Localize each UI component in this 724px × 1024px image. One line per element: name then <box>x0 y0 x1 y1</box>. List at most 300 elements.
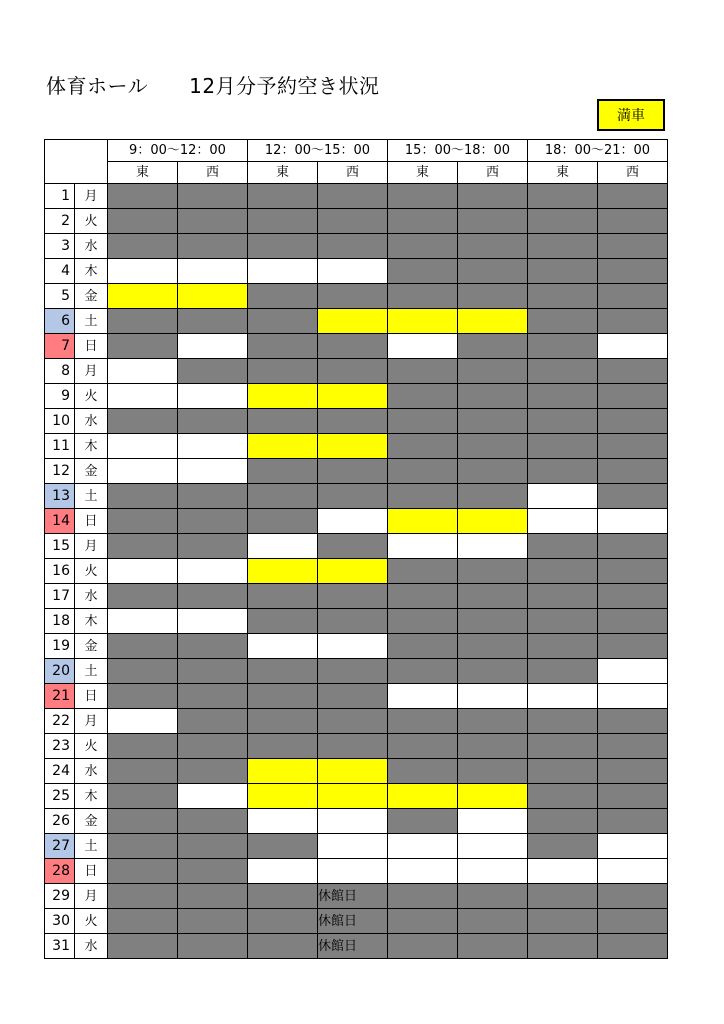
day-row <box>45 709 668 734</box>
day-number: 14 <box>45 509 75 534</box>
weekday-label: 木 <box>75 434 108 459</box>
day-row <box>45 284 668 309</box>
slot-cell <box>248 359 318 384</box>
slot-cell <box>108 634 178 659</box>
day-number: 2 <box>45 209 75 234</box>
slot-cell <box>458 909 528 934</box>
slot-cell <box>108 609 178 634</box>
slot-cell <box>458 509 528 534</box>
slot-cell <box>458 609 528 634</box>
day-number: 10 <box>45 409 75 434</box>
slot-cell <box>318 359 388 384</box>
slot-cell <box>528 934 598 959</box>
slot-cell <box>388 184 458 209</box>
closed-day-note: 休館日 <box>318 884 388 909</box>
slot-cell <box>178 209 248 234</box>
direction-east-header: 東 <box>528 162 598 184</box>
slot-cell <box>458 784 528 809</box>
slot-cell <box>388 709 458 734</box>
slot-cell <box>248 234 318 259</box>
day-number: 26 <box>45 809 75 834</box>
slot-cell <box>178 534 248 559</box>
slot-cell <box>458 559 528 584</box>
slot-cell <box>598 259 668 284</box>
slot-cell <box>458 359 528 384</box>
day-row <box>45 759 668 784</box>
slot-cell <box>318 459 388 484</box>
slot-cell <box>178 434 248 459</box>
slot-cell <box>458 659 528 684</box>
slot-cell <box>248 859 318 884</box>
slot-cell <box>388 734 458 759</box>
slot-cell <box>388 209 458 234</box>
slot-cell <box>178 259 248 284</box>
weekday-label: 月 <box>75 184 108 209</box>
slot-cell <box>108 484 178 509</box>
slot-cell <box>318 409 388 434</box>
weekday-label: 月 <box>75 709 108 734</box>
weekday-label: 火 <box>75 909 108 934</box>
day-row <box>45 534 668 559</box>
slot-cell <box>598 559 668 584</box>
weekday-label: 金 <box>75 809 108 834</box>
weekday-label: 木 <box>75 259 108 284</box>
weekday-label: 火 <box>75 384 108 409</box>
slot-cell <box>108 659 178 684</box>
slot-cell <box>388 934 458 959</box>
slot-cell <box>178 409 248 434</box>
slot-cell <box>388 284 458 309</box>
slot-cell <box>318 584 388 609</box>
direction-west-header: 西 <box>178 162 248 184</box>
slot-cell <box>528 884 598 909</box>
slot-cell <box>178 859 248 884</box>
weekday-label: 水 <box>75 759 108 784</box>
reservation-table <box>44 139 668 959</box>
weekday-label: 火 <box>75 559 108 584</box>
day-number: 3 <box>45 234 75 259</box>
slot-cell <box>178 934 248 959</box>
slot-cell <box>458 859 528 884</box>
slot-cell <box>108 934 178 959</box>
weekday-label: 金 <box>75 634 108 659</box>
slot-cell <box>388 884 458 909</box>
slot-cell <box>318 484 388 509</box>
slot-cell <box>388 659 458 684</box>
slot-cell <box>318 184 388 209</box>
slot-cell <box>248 634 318 659</box>
day-row <box>45 934 668 959</box>
page-title: 体育ホール 12月分予約空き状況 <box>46 74 380 98</box>
slot-cell <box>388 484 458 509</box>
day-row <box>45 884 668 909</box>
weekday-label: 金 <box>75 459 108 484</box>
day-row <box>45 434 668 459</box>
day-row <box>45 784 668 809</box>
weekday-label: 土 <box>75 484 108 509</box>
slot-cell <box>598 409 668 434</box>
day-number: 19 <box>45 634 75 659</box>
day-row <box>45 309 668 334</box>
direction-east-header: 東 <box>388 162 458 184</box>
slot-cell <box>178 634 248 659</box>
slot-cell <box>248 409 318 434</box>
slot-cell <box>178 359 248 384</box>
slot-cell <box>248 259 318 284</box>
weekday-label: 日 <box>75 334 108 359</box>
slot-cell <box>528 359 598 384</box>
slot-cell <box>458 209 528 234</box>
slot-cell <box>598 184 668 209</box>
slot-cell <box>178 234 248 259</box>
slot-cell <box>318 784 388 809</box>
day-row <box>45 384 668 409</box>
weekday-label: 月 <box>75 884 108 909</box>
slot-cell <box>388 784 458 809</box>
slot-cell <box>248 809 318 834</box>
slot-cell <box>318 609 388 634</box>
slot-cell <box>388 584 458 609</box>
slot-cell <box>388 534 458 559</box>
slot-cell <box>458 384 528 409</box>
day-number: 13 <box>45 484 75 509</box>
slot-cell <box>458 734 528 759</box>
slot-cell <box>528 284 598 309</box>
slot-cell <box>528 584 598 609</box>
slot-cell <box>458 484 528 509</box>
slot-cell <box>528 759 598 784</box>
slot-cell <box>178 609 248 634</box>
slot-cell <box>528 609 598 634</box>
slot-cell <box>248 384 318 409</box>
weekday-label: 水 <box>75 934 108 959</box>
slot-cell <box>318 384 388 409</box>
slot-cell <box>248 709 318 734</box>
day-row <box>45 834 668 859</box>
slot-cell <box>248 909 318 934</box>
closed-day-note: 休館日 <box>318 934 388 959</box>
slot-cell <box>598 334 668 359</box>
slot-cell <box>318 859 388 884</box>
slot-cell <box>458 534 528 559</box>
slot-cell <box>318 759 388 784</box>
slot-cell <box>458 684 528 709</box>
slot-cell <box>178 559 248 584</box>
slot-cell <box>248 209 318 234</box>
slot-cell <box>528 784 598 809</box>
slot-cell <box>388 759 458 784</box>
slot-cell <box>458 184 528 209</box>
slot-cell <box>318 709 388 734</box>
slot-cell <box>388 234 458 259</box>
slot-cell <box>388 834 458 859</box>
weekday-label: 水 <box>75 584 108 609</box>
slot-cell <box>178 509 248 534</box>
slot-cell <box>178 834 248 859</box>
slot-cell <box>528 334 598 359</box>
day-row <box>45 584 668 609</box>
weekday-label: 木 <box>75 609 108 634</box>
slot-cell <box>598 384 668 409</box>
header-corner <box>45 140 108 184</box>
slot-cell <box>598 934 668 959</box>
day-number: 27 <box>45 834 75 859</box>
day-row <box>45 634 668 659</box>
day-row <box>45 859 668 884</box>
day-number: 30 <box>45 909 75 934</box>
slot-cell <box>108 809 178 834</box>
weekday-label: 火 <box>75 734 108 759</box>
weekday-label: 金 <box>75 284 108 309</box>
slot-cell <box>528 834 598 859</box>
slot-cell <box>458 634 528 659</box>
slot-cell <box>178 309 248 334</box>
day-row <box>45 559 668 584</box>
slot-cell <box>388 259 458 284</box>
day-number: 24 <box>45 759 75 784</box>
slot-cell <box>108 359 178 384</box>
direction-east-header: 東 <box>108 162 178 184</box>
slot-cell <box>178 459 248 484</box>
slot-cell <box>388 359 458 384</box>
weekday-label: 月 <box>75 534 108 559</box>
slot-cell <box>108 884 178 909</box>
day-number: 15 <box>45 534 75 559</box>
slot-cell <box>318 234 388 259</box>
day-number: 7 <box>45 334 75 359</box>
slot-cell <box>178 809 248 834</box>
day-number: 18 <box>45 609 75 634</box>
day-row <box>45 659 668 684</box>
slot-cell <box>528 659 598 684</box>
direction-header-row <box>45 162 668 184</box>
slot-cell <box>248 684 318 709</box>
slot-cell <box>598 534 668 559</box>
slot-cell <box>528 559 598 584</box>
day-number: 25 <box>45 784 75 809</box>
weekday-label: 日 <box>75 859 108 884</box>
slot-cell <box>528 859 598 884</box>
slot-cell <box>458 309 528 334</box>
slot-cell <box>528 484 598 509</box>
slot-cell <box>458 809 528 834</box>
legend-full-badge: 満車 <box>597 99 665 131</box>
slot-cell <box>248 459 318 484</box>
weekday-label: 日 <box>75 509 108 534</box>
day-number: 5 <box>45 284 75 309</box>
slot-cell <box>528 909 598 934</box>
slot-cell <box>108 734 178 759</box>
slot-cell <box>528 259 598 284</box>
slot-cell <box>108 234 178 259</box>
slot-cell <box>598 634 668 659</box>
slot-cell <box>458 584 528 609</box>
slot-cell <box>248 334 318 359</box>
slot-cell <box>458 234 528 259</box>
slot-cell <box>528 434 598 459</box>
slot-cell <box>598 509 668 534</box>
slot-cell <box>318 659 388 684</box>
slot-cell <box>108 559 178 584</box>
weekday-label: 土 <box>75 834 108 859</box>
slot-cell <box>598 784 668 809</box>
slot-cell <box>108 434 178 459</box>
slot-cell <box>458 434 528 459</box>
slot-cell <box>598 209 668 234</box>
day-row <box>45 234 668 259</box>
slot-cell <box>248 484 318 509</box>
slot-cell <box>598 684 668 709</box>
slot-cell <box>528 634 598 659</box>
day-row <box>45 509 668 534</box>
slot-cell <box>598 459 668 484</box>
slot-cell <box>108 509 178 534</box>
slot-cell <box>108 384 178 409</box>
slot-cell <box>108 184 178 209</box>
time-slot-header-row <box>45 140 668 162</box>
day-row <box>45 359 668 384</box>
day-row <box>45 209 668 234</box>
slot-cell <box>598 434 668 459</box>
slot-cell <box>458 834 528 859</box>
slot-cell <box>248 759 318 784</box>
day-row <box>45 409 668 434</box>
slot-cell <box>178 484 248 509</box>
slot-cell <box>388 434 458 459</box>
slot-cell <box>528 709 598 734</box>
time-slot-header: 15：00〜18：00 <box>388 140 528 162</box>
slot-cell <box>318 834 388 859</box>
slot-cell <box>388 609 458 634</box>
slot-cell <box>248 559 318 584</box>
weekday-label: 月 <box>75 359 108 384</box>
slot-cell <box>178 184 248 209</box>
slot-cell <box>598 359 668 384</box>
day-row <box>45 609 668 634</box>
day-row <box>45 459 668 484</box>
day-row <box>45 259 668 284</box>
day-number: 20 <box>45 659 75 684</box>
slot-cell <box>528 234 598 259</box>
weekday-label: 水 <box>75 234 108 259</box>
slot-cell <box>318 284 388 309</box>
slot-cell <box>248 584 318 609</box>
slot-cell <box>458 459 528 484</box>
slot-cell <box>528 534 598 559</box>
day-row <box>45 484 668 509</box>
slot-cell <box>248 734 318 759</box>
slot-cell <box>598 884 668 909</box>
slot-cell <box>318 534 388 559</box>
slot-cell <box>178 759 248 784</box>
slot-cell <box>388 684 458 709</box>
slot-cell <box>108 409 178 434</box>
slot-cell <box>108 284 178 309</box>
slot-cell <box>108 259 178 284</box>
slot-cell <box>318 734 388 759</box>
slot-cell <box>388 334 458 359</box>
slot-cell <box>248 934 318 959</box>
slot-cell <box>318 209 388 234</box>
slot-cell <box>108 759 178 784</box>
weekday-label: 土 <box>75 309 108 334</box>
slot-cell <box>598 234 668 259</box>
slot-cell <box>248 659 318 684</box>
slot-cell <box>178 684 248 709</box>
time-slot-header: 12：00〜15：00 <box>248 140 388 162</box>
slot-cell <box>248 309 318 334</box>
slot-cell <box>458 334 528 359</box>
slot-cell <box>108 834 178 859</box>
slot-cell <box>108 859 178 884</box>
slot-cell <box>318 434 388 459</box>
closed-day-note: 休館日 <box>318 909 388 934</box>
slot-cell <box>598 859 668 884</box>
slot-cell <box>108 209 178 234</box>
slot-cell <box>388 509 458 534</box>
slot-cell <box>388 309 458 334</box>
weekday-label: 土 <box>75 659 108 684</box>
time-slot-header: 9：00〜12：00 <box>108 140 248 162</box>
day-number: 11 <box>45 434 75 459</box>
slot-cell <box>388 909 458 934</box>
slot-cell <box>178 284 248 309</box>
weekday-label: 日 <box>75 684 108 709</box>
slot-cell <box>248 534 318 559</box>
direction-west-header: 西 <box>458 162 528 184</box>
slot-cell <box>248 834 318 859</box>
time-slot-header: 18：00〜21：00 <box>528 140 668 162</box>
slot-cell <box>178 734 248 759</box>
slot-cell <box>248 184 318 209</box>
slot-cell <box>598 734 668 759</box>
slot-cell <box>388 409 458 434</box>
day-row <box>45 734 668 759</box>
slot-cell <box>108 584 178 609</box>
slot-cell <box>178 384 248 409</box>
slot-cell <box>178 784 248 809</box>
slot-cell <box>458 759 528 784</box>
day-number: 16 <box>45 559 75 584</box>
slot-cell <box>248 284 318 309</box>
slot-cell <box>528 459 598 484</box>
slot-cell <box>108 684 178 709</box>
day-row <box>45 684 668 709</box>
slot-cell <box>318 334 388 359</box>
day-number: 12 <box>45 459 75 484</box>
weekday-label: 火 <box>75 209 108 234</box>
slot-cell <box>318 309 388 334</box>
slot-cell <box>248 609 318 634</box>
day-number: 23 <box>45 734 75 759</box>
slot-cell <box>388 384 458 409</box>
slot-cell <box>458 259 528 284</box>
slot-cell <box>598 909 668 934</box>
slot-cell <box>458 284 528 309</box>
slot-cell <box>108 909 178 934</box>
slot-cell <box>388 634 458 659</box>
slot-cell <box>458 709 528 734</box>
slot-cell <box>318 559 388 584</box>
slot-cell <box>318 684 388 709</box>
slot-cell <box>528 509 598 534</box>
slot-cell <box>458 934 528 959</box>
slot-cell <box>318 809 388 834</box>
day-number: 9 <box>45 384 75 409</box>
slot-cell <box>108 334 178 359</box>
direction-east-header: 東 <box>248 162 318 184</box>
day-number: 31 <box>45 934 75 959</box>
